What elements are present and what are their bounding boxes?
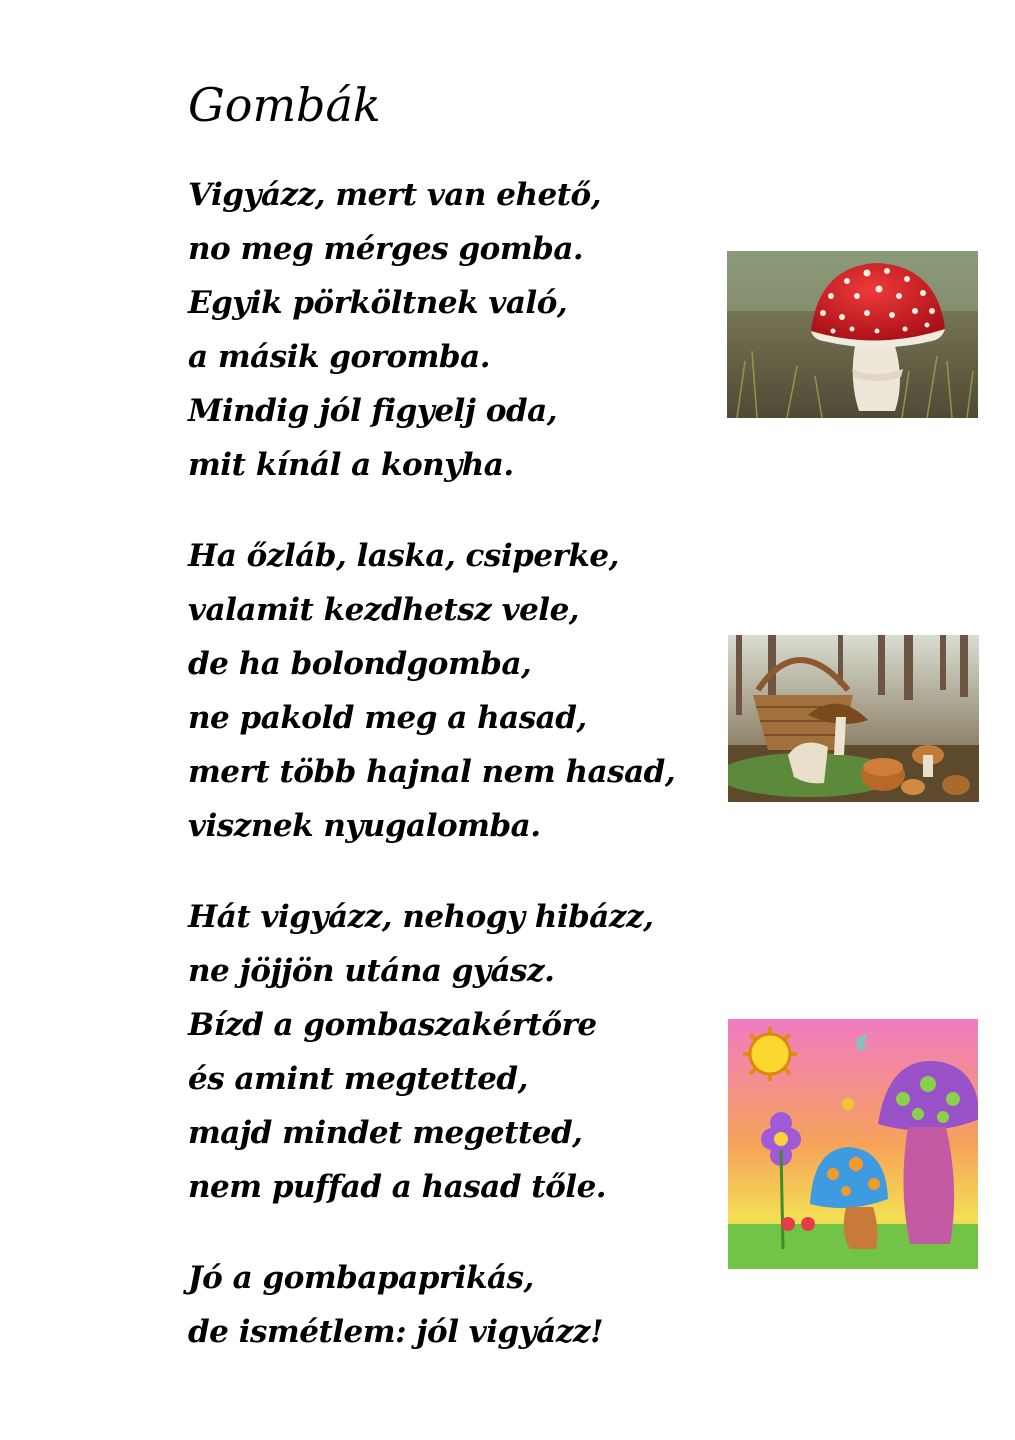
poem-line: és amint megtetted, [188,1061,528,1097]
stanza-2 [188,529,675,853]
poem-line: Jó a gombapaprikás, [188,1260,534,1296]
stanza-4 [188,1251,603,1359]
stanza-1 [188,168,601,492]
poem-line: Egyik pörköltnek való, [188,285,568,321]
poem-line: mit kínál a konyha. [188,447,514,483]
poem-line: Ha őzláb, laska, csiperke, [188,538,619,574]
poem-title: Gombák [188,78,381,132]
poem-line: no meg mérges gomba. [188,231,584,267]
poem-line: visznek nyugalomba. [188,808,541,844]
poem-line: Bízd a gombaszakértőre [188,1007,597,1043]
poem-line: ne jöjjön utána gyász. [188,953,555,989]
poem-line: valamit kezdhetsz vele, [188,592,580,628]
stanza-3 [188,890,653,1214]
mushroom-basket-image [728,635,979,802]
poem-line: de ismétlem: jól vigyázz! [188,1314,604,1350]
mushroom-illustration-image [728,1019,978,1269]
poem-line: nem puffad a hasad tőle. [188,1169,607,1205]
poem-line: Mindig jól figyelj oda, [188,393,558,429]
poem-line: de ha bolondgomba, [188,646,532,682]
poem-line: Hát vigyázz, nehogy hibázz, [188,899,654,935]
poem-line: ne pakold meg a hasad, [188,700,587,736]
poem-line: majd mindet megetted, [188,1115,583,1151]
fly-agaric-image [727,251,978,418]
poem-line: mert több hajnal nem hasad, [188,754,676,790]
poem-line: Vigyázz, mert van ehető, [188,177,602,213]
poem-line: a másik goromba. [188,339,490,375]
